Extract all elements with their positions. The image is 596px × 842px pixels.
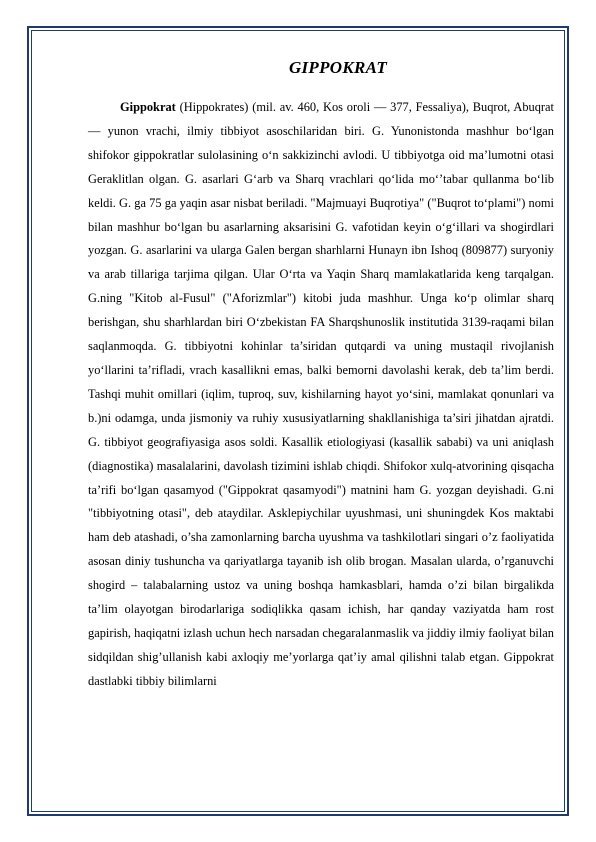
document-title: GIPPOKRAT — [288, 58, 388, 77]
body-paragraph — [88, 96, 554, 694]
lead-term: Gippokrat — [120, 100, 176, 114]
paragraph-text: (Hippokrates) (mil. av. 460, Kos oroli — 377, Fessaliya), Buqrot, Abuqrat — yunon vrachi, ilmiy tibbiyot asoschilaridan biri. G. Yunonistonda mashhur bo‘lgan shifokor gippokratlar sulolasining o‘n sakkizinchi avlodi. U tibbiyotga oid ma’lumotni otasi Geraklitlan olgan. G. asarlari G‘arb va Sharq vrachlari qo‘lida mo‘’tabar qullanma bo‘lib keldi. G. ga 75 ga yaqin asar nisbat beriladi. "Majmuayi Buqrotiya" ("Buqrot to‘plami") nomi bilan mashhur bo‘lgan bu asarlarning aksarisini G. vafotidan keyin o‘g‘illari va shogirdlari yozgan. G. asarlarini va ularga Galen bergan sharhlarni Hunayn ibn Ishoq (809877) suryoniy va arab tillariga tarjima qilgan. Ular O‘rta va Yaqin Sharq mamlakatlarida keng tarqalgan. G.ning "Kitob al-Fusul" ("Aforizmlar") kitobi juda mashhur. Unga ko‘p olimlar sharq berishgan, shu sharhlardan biri O‘zbekistan FA Sharqshunoslik institutida 3139-raqami bilan saqlanmoqda. G. tibbiyotni kohinlar ta’siridan qutqardi va uning mustaqil rivojlanish yo‘llarini ta’rifladi, vrach kasallikni emas, balki bemorni davolashi kerak, deb ta’lim berdi. Tashqi muhit omillari (iqlim, tuproq, suv, kishilarning hayot yo‘sini, mamlakat qonunlari va b.)ni odamga, unda jismoniy va ruhiy xususiyatlarning shakllanishiga ta’siri jihatdan ajratdi. G. tibbiyot geografiyasiga asos soldi. Kasallik etiologiyasi (kasallik sababi) va uni aniqlash (diagnostika) masalalarini, davolash tizimini ishlab chiqdi. Shifokor xulq-atvorining qisqacha ta’rifi bo‘lgan qasamyod ("Gippokrat qasamyodi") matnini ham G. yozgan deyishadi. G.ni "tibbiyotning otasi", deb ataydilar. Asklepiychilar uyushmasi, uni shuningdek Kos maktabi ham deb atashadi, o’sha zamonlarning barcha uyushma va tashkilotlari singari o’z faoliyatida asosan diniy tushuncha va qariyatlarga tayanib ish olib brogan. Masalan ularda, o’rganuvchi shogird – talabalarning ustoz va uning boshqa hamkasblari, hamda o’zi bilan birgalikda ta’lim olayotgan birodarlariga sodiqlikka qasam ichish, har qanday vaziyatda ham rost gapirish, haqiqatni izlash uchun hech narsadan chegaralanmaslik va jiddiy ilmiy faoliyat bilan sidqildan shig’ullanish kabi axloqiy me’yorlarga qat’iy amal qilishni talab etgan. Gippokrat dastlabki tibbiy bilimlarni — [88, 100, 554, 688]
